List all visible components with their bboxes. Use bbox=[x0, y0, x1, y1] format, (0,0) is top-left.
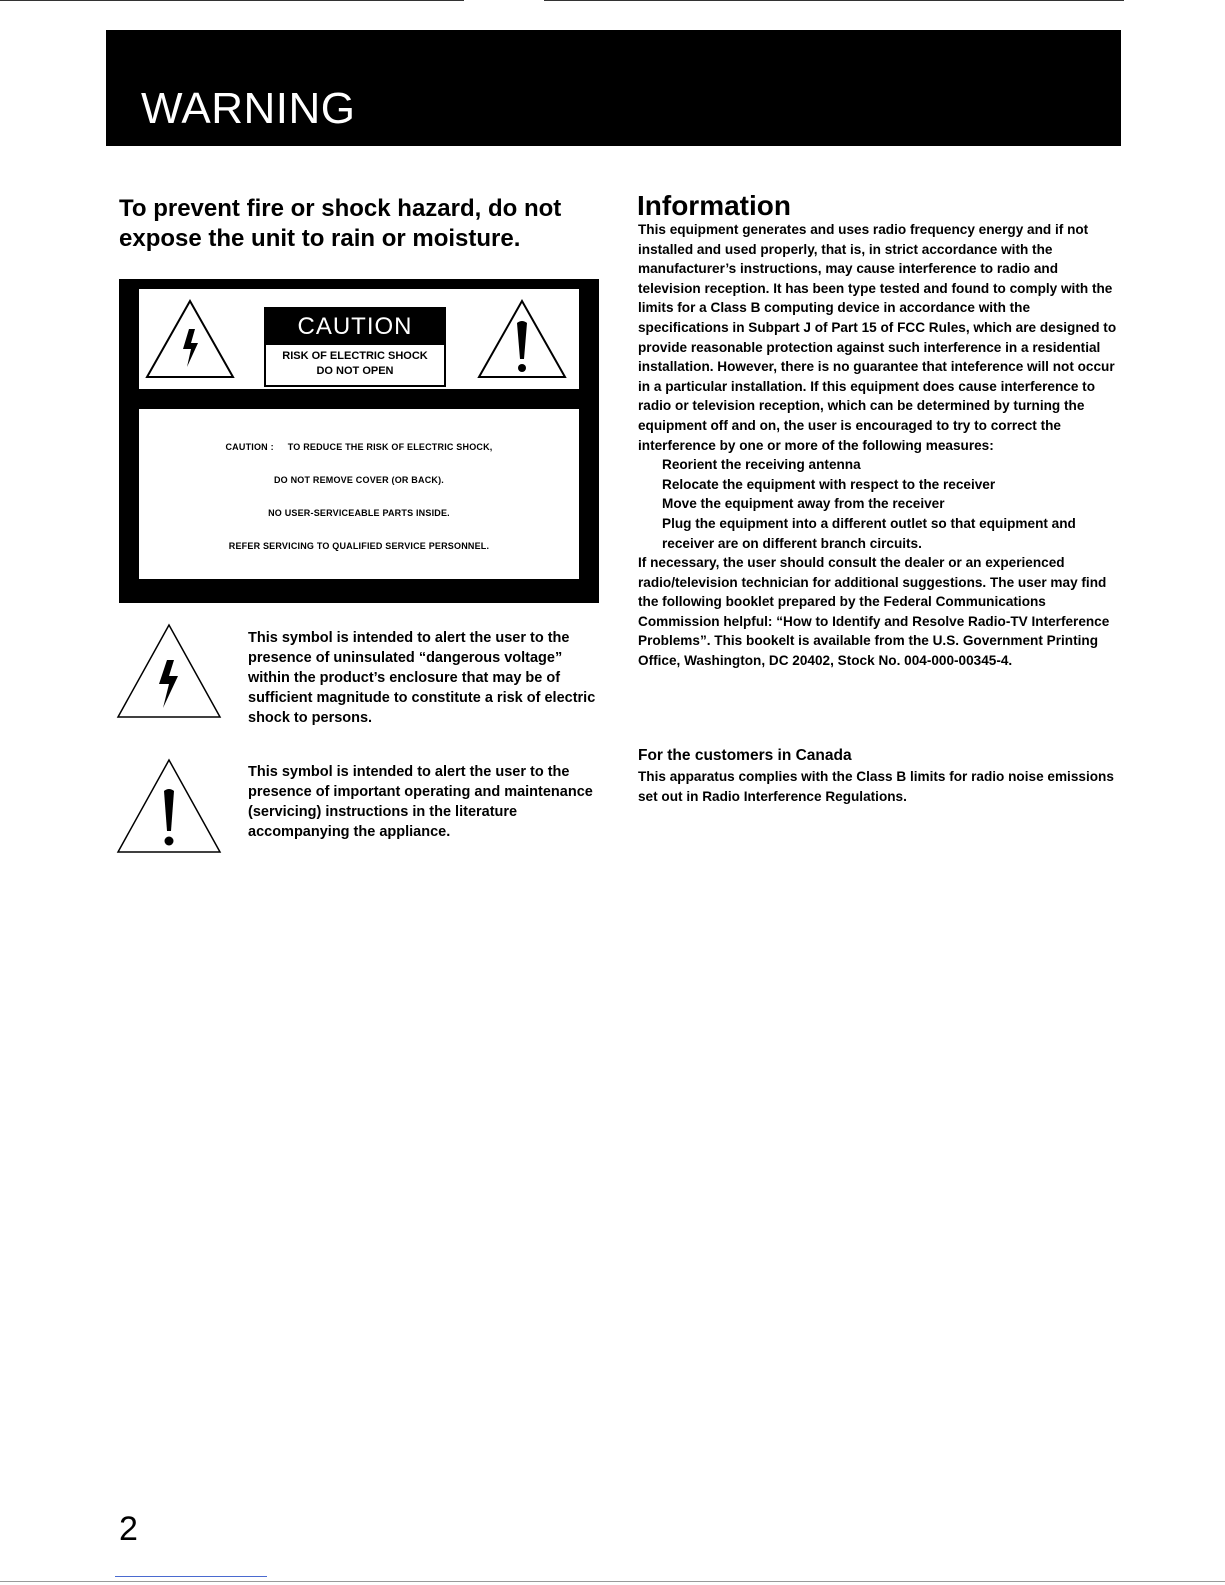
information-title: Information bbox=[637, 190, 791, 221]
exclamation-warning-icon bbox=[475, 297, 569, 381]
caution-sub-2: DO NOT OPEN bbox=[316, 365, 394, 377]
page-number: 2 bbox=[119, 1510, 138, 1548]
top-rule-left bbox=[0, 0, 464, 1]
banner-title: WARNING bbox=[141, 84, 356, 133]
caution-notice-label: CAUTION : bbox=[225, 442, 274, 452]
footer-link-underline bbox=[115, 1576, 267, 1577]
measure-item: Move the equipment away from the receiver bbox=[662, 496, 945, 512]
caution-notice-4: REFER SERVICING TO QUALIFIED SERVICE PERSONNEL. bbox=[228, 541, 490, 551]
exclamation-symbol-icon bbox=[115, 757, 223, 855]
information-body bbox=[638, 220, 1118, 671]
top-rule-right bbox=[544, 0, 1124, 1]
canada-body: This apparatus complies with the Class B limits for radio noise emissions set out in Radio Interference Regulations. bbox=[638, 769, 1114, 804]
measure-item: Reorient the receiving antenna bbox=[662, 457, 861, 473]
caution-label-top bbox=[139, 289, 579, 389]
canada-title: For the customers in Canada bbox=[638, 747, 852, 764]
caution-notice-1 bbox=[139, 442, 579, 452]
lightning-symbol-icon bbox=[115, 622, 223, 720]
caution-notice-3: NO USER-SERVICEABLE PARTS INSIDE. bbox=[268, 508, 450, 518]
caution-sub-1: RISK OF ELECTRIC SHOCK bbox=[282, 350, 428, 362]
warning-banner bbox=[106, 30, 1121, 146]
caution-box bbox=[264, 307, 446, 387]
caution-notice-2: DO NOT REMOVE COVER (OR BACK). bbox=[273, 475, 444, 485]
caution-notice-1-text: TO REDUCE THE RISK OF ELECTRIC SHOCK, bbox=[287, 442, 493, 452]
measure-item: Plug the equipment into a different outlet so that equipment and receiver are on different branch circuits. bbox=[662, 515, 1076, 551]
information-intro: This equipment generates and uses radio frequency energy and if not installed and used properly, that is, in strict accordance with the manufacturer’s instructions, may cause interference to radio and television reception. It has been type tested and found to comply with the limits for a Class B computing device in accordance with the specifications in Subpart J of Part 15 of FCC Rules, which are designed to provide reasonable protection against such interference in a residential installation. However, there is no guarantee that inteference will not occur in a particular installation. If this equipment does cause interference to radio or television reception, which can be determined by turning the equipment off and on, the user is encouraged to try to correct the interference by one or more of the following measures: bbox=[638, 222, 1117, 453]
measure-item: Relocate the equipment with respect to the receiver bbox=[662, 476, 996, 492]
caution-label-panel bbox=[119, 279, 599, 603]
caution-label-bottom bbox=[139, 409, 579, 579]
lightning-warning-icon bbox=[143, 297, 237, 381]
lightning-symbol-text: This symbol is intended to alert the user to the presence of uninsulated “dangerous voltage” within the product’s enclosure that may be of sufficient magnitude to constitute a risk of electric shock to persons. bbox=[248, 630, 596, 726]
exclamation-symbol-text: This symbol is intended to alert the user to the presence of important operating and maintenance (servicing) instructions in the literature accompanying the appliance. bbox=[248, 764, 593, 840]
information-closing: If necessary, the user should consult the dealer or an experienced radio/television technician for additional suggestions. The user may find the following booklet prepared by the Federal Communications Commission helpful: “How to Identify and Resolve Radio-TV Interference Problems”. This bookelt is available from the U.S. Government Printing Office, Washington, DC 20402, Stock No. 004-000-00345-4. bbox=[638, 555, 1110, 669]
warning-heading: To prevent fire or shock hazard, do not expose the unit to rain or moisture. bbox=[119, 195, 562, 252]
footer-rule bbox=[0, 1581, 1225, 1582]
caution-title: CAUTION bbox=[266, 309, 444, 345]
